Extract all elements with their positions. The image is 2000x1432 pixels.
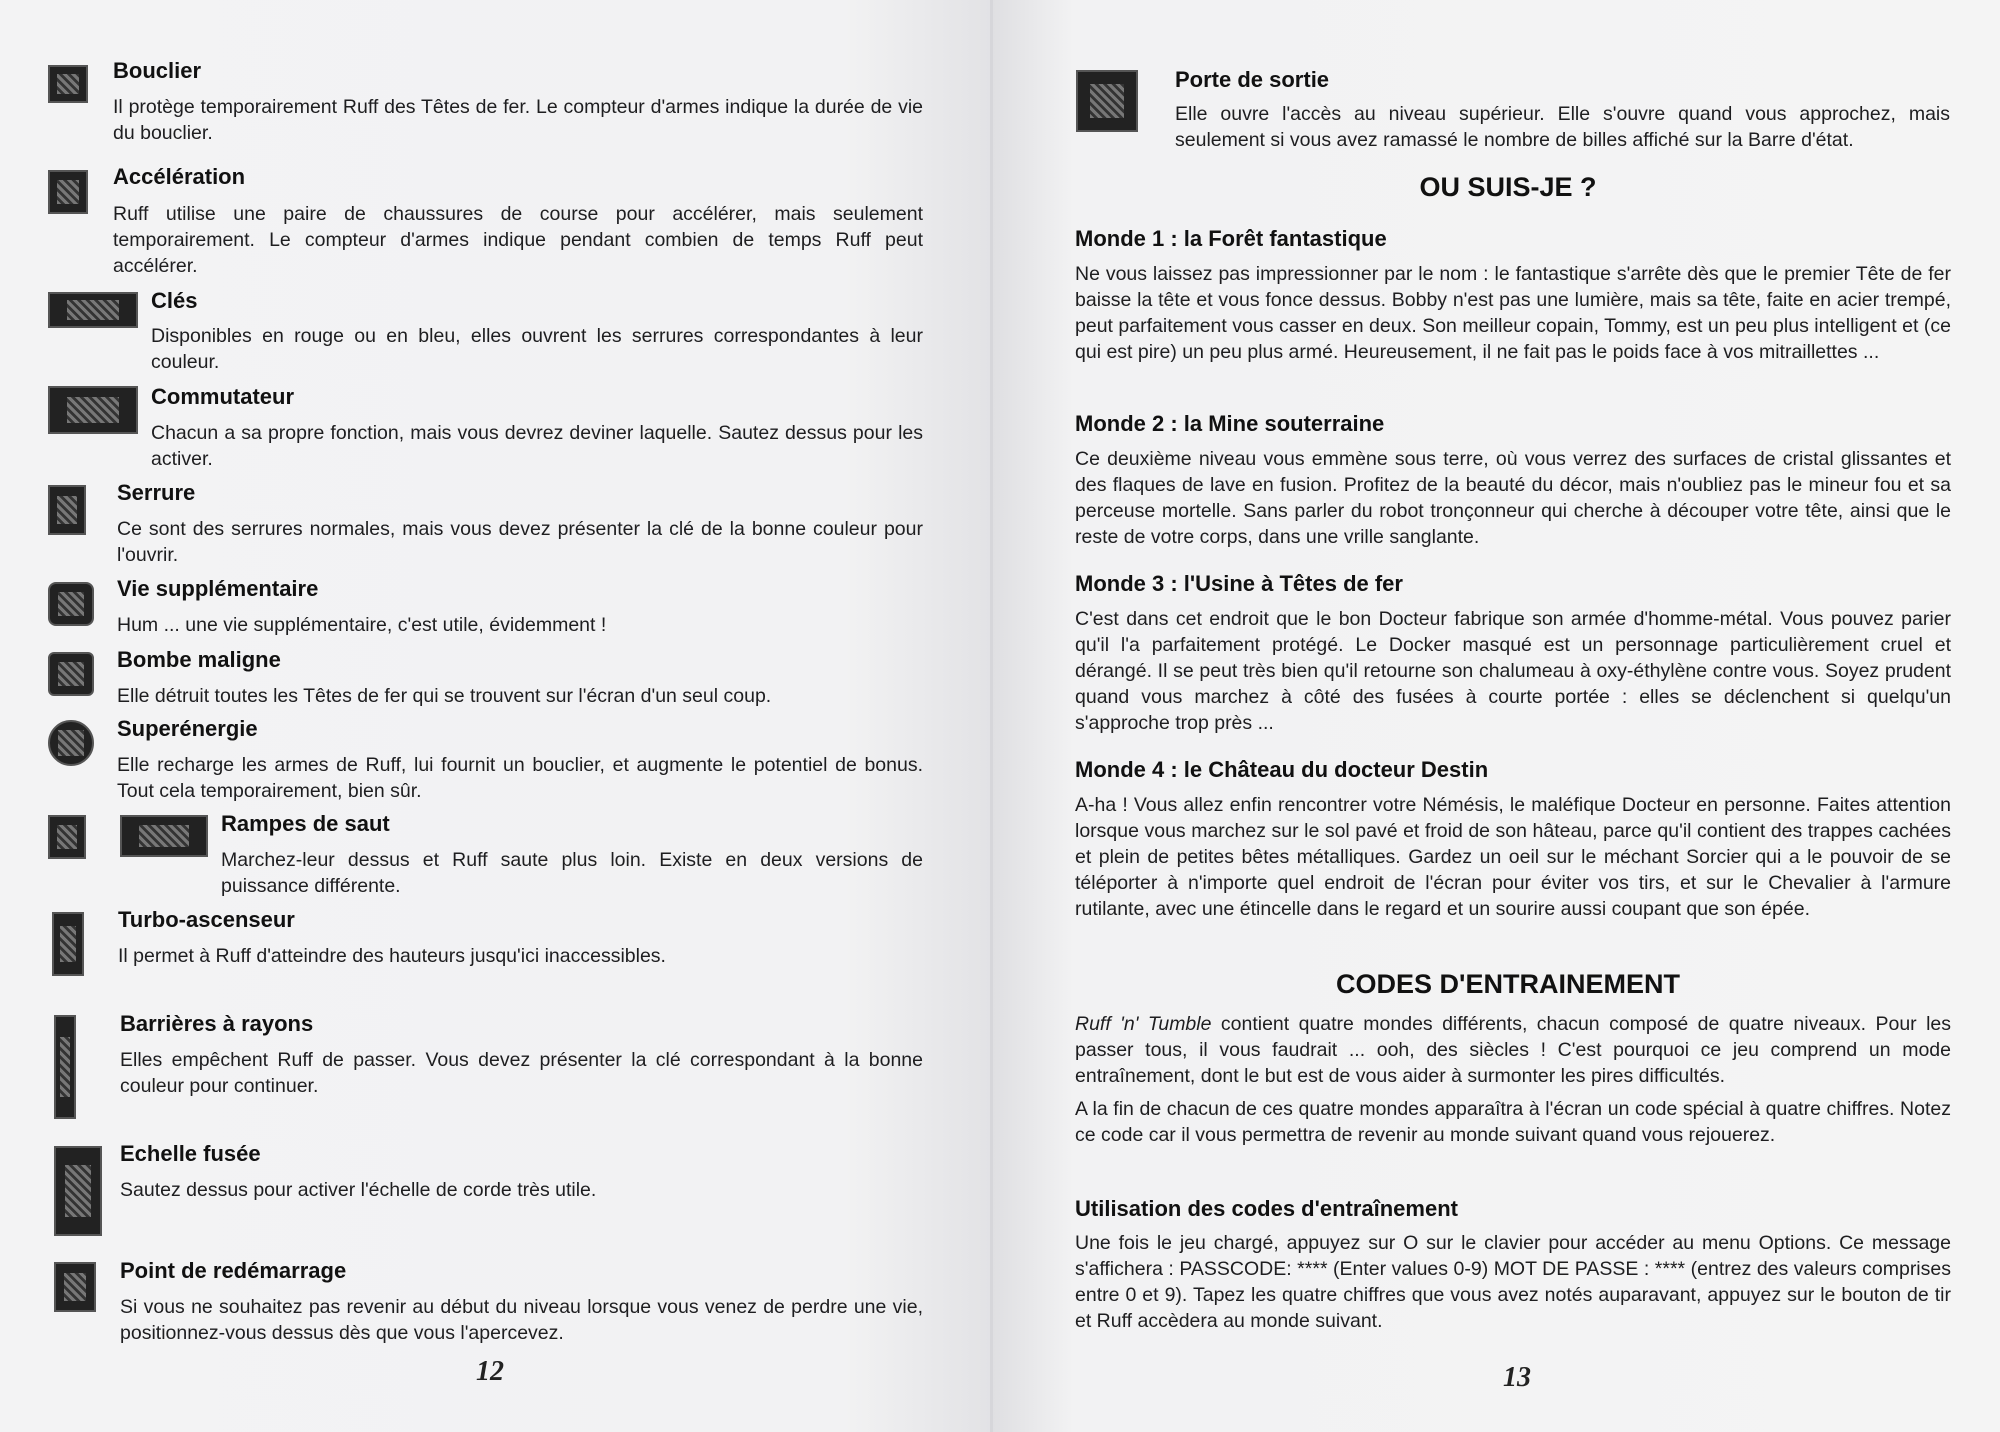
item-title: Clés	[151, 288, 198, 313]
world-title: Monde 3 : l'Usine à Têtes de fer	[1075, 571, 1403, 596]
item-text: Elles empêchent Ruff de passer. Vous devez présenter la clé correspondant à la bonne couleur pour continuer.	[120, 1049, 923, 1097]
item-text: Hum ... une vie supplémentaire, c'est utile, évidemment !	[117, 614, 607, 636]
item-title: Barrières à rayons	[120, 1011, 314, 1036]
section-title: OU SUIS-JE ?	[1419, 172, 1597, 202]
left-page	[0, 0, 993, 1432]
lock-icon	[48, 485, 86, 535]
item-title: Accélération	[113, 164, 246, 189]
item-text: Disponibles en rouge ou en bleu, elles ouvrent les serrures correspondantes à leur couleur.	[151, 325, 923, 373]
item-title: Point de redémarrage	[120, 1258, 347, 1283]
world-title: Monde 4 : le Château du docteur Destin	[1075, 757, 1489, 782]
world-title: Monde 1 : la Forêt fantastique	[1075, 226, 1387, 251]
item-text: Marchez-leur dessus et Ruff saute plus loin. Existe en deux versions de puissance différente.	[221, 849, 923, 897]
page-number: 13	[1503, 1362, 1531, 1393]
right-page	[993, 0, 2000, 1432]
turbo-lift-icon	[52, 912, 84, 976]
extra-life-icon	[48, 582, 94, 626]
world-title: Monde 2 : la Mine souterraine	[1075, 411, 1385, 436]
item-text: Elle recharge les armes de Ruff, lui fournit un bouclier, et augmente le potentiel de bonus. Tout cela temporairement, bien sûr.	[117, 754, 923, 802]
item-title: Porte de sortie	[1175, 67, 1330, 92]
item-title: Bombe maligne	[117, 647, 281, 672]
running-shoes-icon	[48, 170, 88, 214]
codes-paragraph-text: contient quatre mondes différents, chacun composé de quatre niveaux. Pour les passer tous, il vous faudrait ... ooh, des siècles ! C'est pourquoi ce jeu comprend un mode entraînement, dont le but est de vous aider à surmonter les pires difficultés.	[1075, 1013, 1951, 1087]
skull-bomb-icon	[48, 652, 94, 696]
world-text: Ce deuxième niveau vous emmène sous terre, où vous verrez des surfaces de cristal glissantes et des flaques de lave en fusion. Profitez de la beauté du décor, mais n'oubliez pas le mineur fou et sa perceuse mortelle. Sans parler du robot tronçonneur qui cherche à découper votre tête, ainsi que le reste de votre corps, dans une vrille sanglante.	[1075, 448, 1951, 548]
item-text: Chacun a sa propre fonction, mais vous devrez deviner laquelle. Sautez dessus pour les activer.	[151, 422, 923, 470]
jump-ramp-icon	[48, 815, 86, 859]
item-text: Si vous ne souhaitez pas revenir au début du niveau lorsque vous venez de perdre une vie, positionnez-vous dessus dès que vous l'apercevez.	[120, 1296, 923, 1344]
jump-ramp-icon	[120, 815, 208, 857]
smiley-energy-icon	[48, 720, 94, 766]
item-text: Elle détruit toutes les Têtes de fer qui se trouvent sur l'écran d'un seul coup.	[117, 685, 772, 707]
item-text: Il protège temporairement Ruff des Têtes de fer. Le compteur d'armes indique la durée de vie du bouclier.	[113, 96, 923, 144]
item-text: Ruff utilise une paire de chaussures de course pour accélérer, mais seulement temporairement. Le compteur d'armes indique pendant combien de temps Ruff peut accélérer.	[113, 203, 923, 277]
usage-title: Utilisation des codes d'entraînement	[1075, 1196, 1458, 1221]
ray-barrier-icon	[54, 1015, 76, 1119]
section-title: CODES D'ENTRAINEMENT	[1336, 969, 1680, 999]
usage-text: Une fois le jeu chargé, appuyez sur O sur le clavier pour accéder au menu Options. Ce message s'affichera : PASSCODE: **** (Enter values 0-9) MOT DE PASSE : **** (entrez des valeurs comprises entre 0 et 9). Tapez les quatre chiffres que vous avez notés auparavant, appuyez sur le bouton de tir et Ruff accèdera au monde suivant.	[1075, 1232, 1951, 1332]
item-title: Serrure	[117, 480, 196, 505]
game-title: Ruff 'n' Tumble	[1075, 1013, 1212, 1035]
codes-paragraph	[1075, 1011, 1951, 1089]
item-title: Turbo-ascenseur	[118, 907, 295, 932]
item-text: Il permet à Ruff d'atteindre des hauteurs jusqu'ici inaccessibles.	[118, 945, 666, 967]
item-title: Rampes de saut	[221, 811, 390, 836]
item-title: Commutateur	[151, 384, 295, 409]
item-title: Vie supplémentaire	[117, 576, 319, 601]
item-text: Ce sont des serrures normales, mais vous devez présenter la clé de la bonne couleur pour l'ouvrir.	[117, 518, 923, 566]
rocket-ladder-icon	[54, 1146, 102, 1236]
item-title: Superénergie	[117, 716, 258, 741]
exit-door-icon	[1076, 70, 1138, 132]
world-text: Ne vous laissez pas impressionner par le nom : le fantastique s'arrête dès que le premier Tête de fer baisse la tête et vous fonce dessus. Bobby n'est pas une lumière, mais sa tête, faite en acier trempé, peut parfaitement vous casser en deux. Son meilleur copain, Tommy, est un peu plus intelligent et (ce qui est pire) un peu plus armé. Heureusement, il ne fait pas le poids face à vos mitraillettes ...	[1075, 263, 1951, 363]
item-text: Sautez dessus pour activer l'échelle de corde très utile.	[120, 1179, 597, 1201]
switch-icon	[48, 386, 138, 434]
world-text: C'est dans cet endroit que le bon Docteur fabrique son armée d'homme-métal. Vous pouvez parier qu'il l'a parfaitement protégé. Le Docker masqué est un personnage particulièrement cruel et dérangé. Il se peut très bien qu'il retourne son chalumeau à oxy-éthylène contre vous. Soyez prudent quand vous marchez à côté des fusées à courte portée : elles se déclenchent si quelqu'un s'approche trop près ...	[1075, 608, 1951, 734]
codes-paragraph: A la fin de chacun de ces quatre mondes apparaîtra à l'écran un code spécial à quatre chiffres. Notez ce code car il vous permettra de revenir au monde suivant quand vous rejouerez.	[1075, 1098, 1951, 1146]
restart-point-icon	[54, 1262, 96, 1312]
page-number: 12	[476, 1356, 504, 1387]
keys-icon	[48, 292, 138, 328]
item-text: Elle ouvre l'accès au niveau supérieur. Elle s'ouvre quand vous approchez, mais seulement si vous avez ramassé le nombre de billes affiché sur la Barre d'état.	[1175, 103, 1950, 151]
shield-icon	[48, 65, 88, 103]
item-title: Echelle fusée	[120, 1141, 261, 1166]
item-title: Bouclier	[113, 58, 202, 83]
world-text: A-ha ! Vous allez enfin rencontrer votre Némésis, le maléfique Docteur en personne. Faites attention lorsque vous marchez sur le sol pavé et froid de son hâteau, parce qu'il contient des trappes cachées et plein de petites bêtes métalliques. Gardez un oeil sur le méchant Sorcier qui a le pouvoir de se téléporter à n'importe quel endroit de l'écran pour éviter vos tirs, et sur le Chevalier à l'armure rutilante, avec une étincelle dans le regard et un sourire aussi coupant que son épée.	[1075, 794, 1951, 920]
